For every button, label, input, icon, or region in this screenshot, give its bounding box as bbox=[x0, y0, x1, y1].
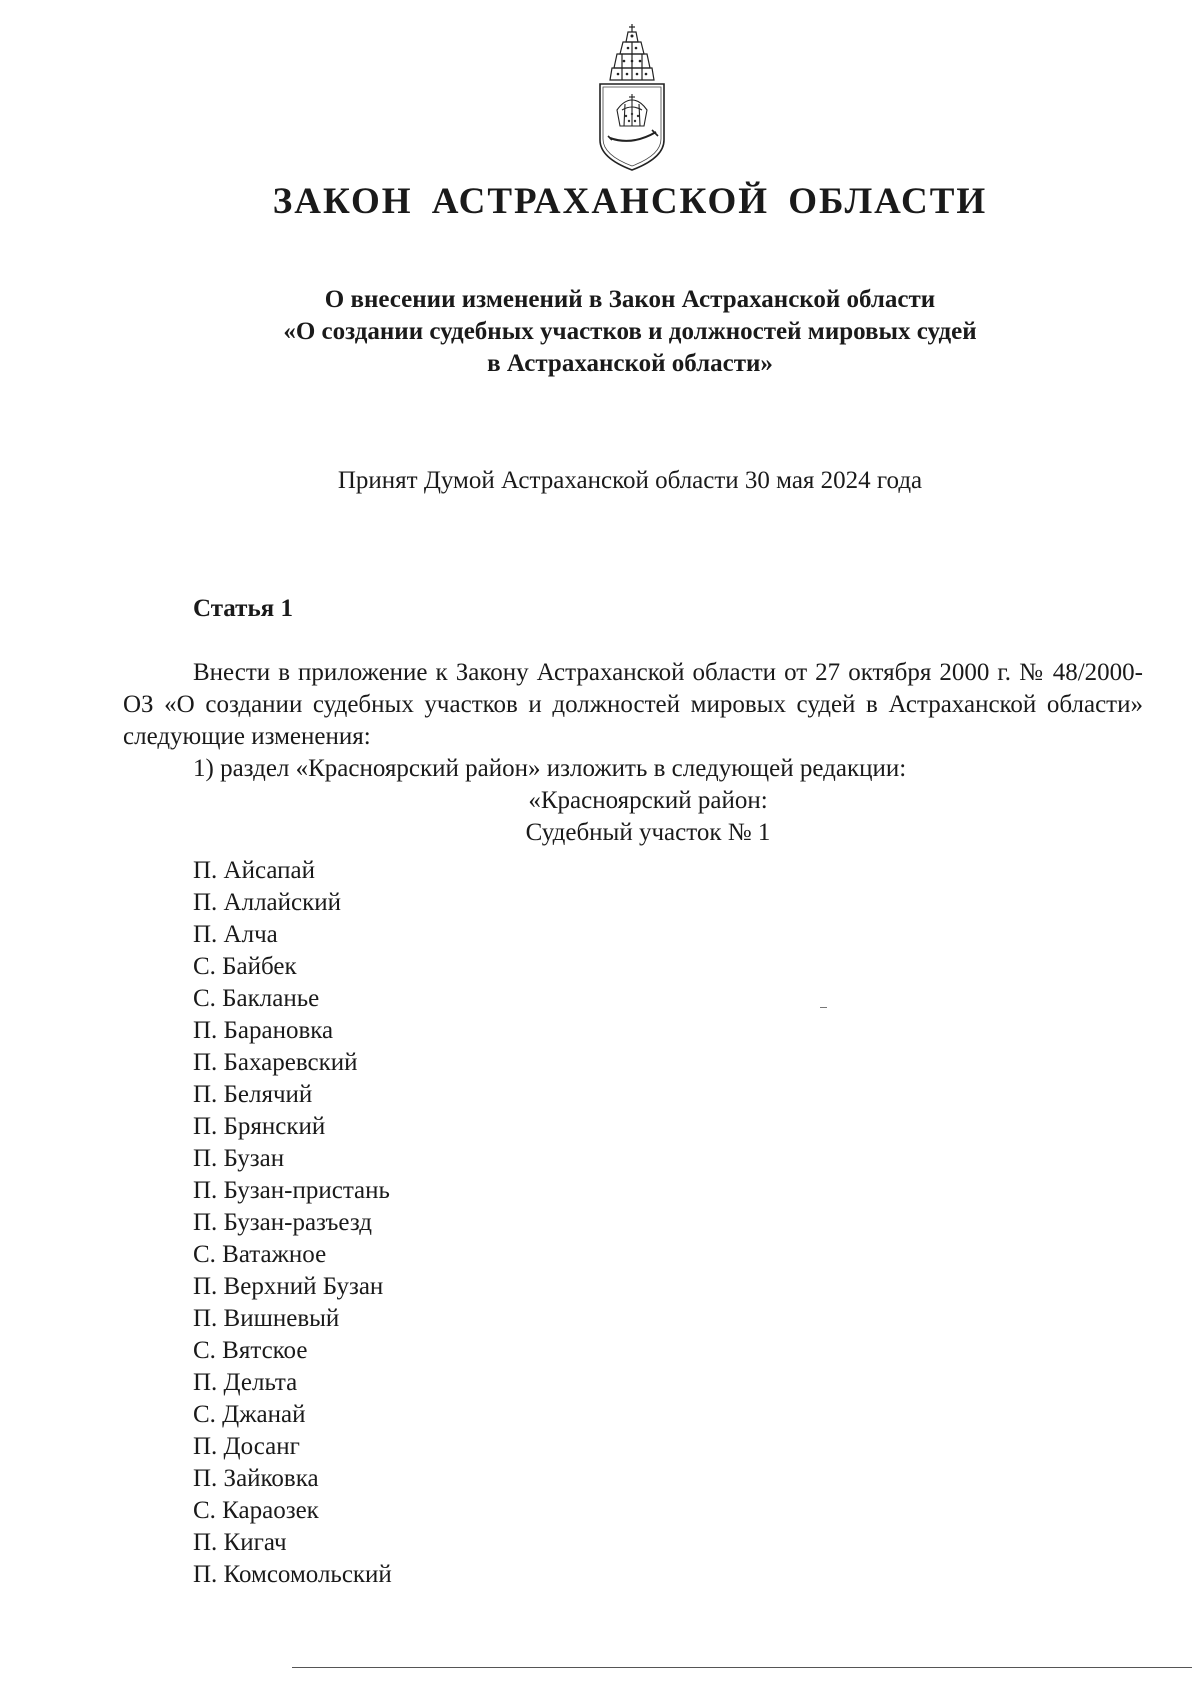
list-item: С. Ватажное bbox=[193, 1241, 327, 1268]
list-item: П. Белячий bbox=[193, 1081, 313, 1108]
list-item: С. Байбек bbox=[193, 953, 297, 980]
bottom-rule bbox=[292, 1667, 1192, 1668]
district-heading: «Красноярский район: bbox=[528, 787, 768, 814]
article-item: 1) раздел «Красноярский район» изложить в следующей редакции: bbox=[193, 755, 907, 782]
list-item: П. Бахаревский bbox=[193, 1049, 358, 1076]
list-item: П. Алча bbox=[193, 921, 278, 948]
list-item: П. Бузан-разъезд bbox=[193, 1209, 372, 1236]
list-item: П. Брянский bbox=[193, 1113, 326, 1140]
list-item: П. Вишневый bbox=[193, 1305, 340, 1332]
law-title: ЗАКОН АСТРАХАНСКОЙ ОБЛАСТИ bbox=[272, 181, 988, 222]
article-paragraph bbox=[123, 657, 1143, 753]
list-item: С. Караозек bbox=[193, 1497, 319, 1524]
list-item: П. Барановка bbox=[193, 1017, 334, 1044]
paragraph-line: № 48/2000-ОЗ «О создании судебных участков и должностей мировых судей bbox=[123, 659, 1144, 718]
list-item: П. Досанг bbox=[193, 1433, 300, 1460]
list-item: П. Айсапай bbox=[193, 857, 316, 884]
paragraph-line: Внести в приложение к Закону Астраханской области от 27 октября 2000 г. bbox=[193, 659, 1012, 686]
subtitle-line: О внесении изменений в Закон Астраханской области bbox=[324, 286, 936, 313]
list-item: П. Кигач bbox=[193, 1529, 287, 1556]
list-item: П. Верхний Бузан bbox=[193, 1273, 384, 1300]
list-item: П. Зайковка bbox=[193, 1465, 319, 1492]
scan-artifact bbox=[820, 1007, 827, 1008]
article-heading: Статья 1 bbox=[193, 595, 293, 622]
list-item: П. Бузан-пристань bbox=[193, 1177, 390, 1204]
subtitle-line: в Астраханской области» bbox=[487, 350, 773, 377]
law-subtitle bbox=[0, 284, 1200, 380]
precinct-heading: Судебный участок № 1 bbox=[525, 819, 771, 846]
list-item: П. Аллайский bbox=[193, 889, 342, 916]
article-body bbox=[123, 657, 1143, 849]
paragraph-line: в Астраханской области» следующие изменения: bbox=[123, 691, 1143, 750]
list-item: П. Дельта bbox=[193, 1369, 298, 1396]
subtitle-line: «О создании судебных участков и должностей мировых судей bbox=[283, 318, 977, 345]
coat-of-arms-icon bbox=[592, 22, 672, 174]
list-item: С. Бакланье bbox=[193, 985, 320, 1012]
adoption-date: Принят Думой Астраханской области 30 мая 2024 года bbox=[337, 467, 923, 494]
list-item: С. Джанай bbox=[193, 1401, 306, 1428]
list-item: П. Бузан bbox=[193, 1145, 285, 1172]
list-item: С. Вятское bbox=[193, 1337, 308, 1364]
list-item: П. Комсомольский bbox=[193, 1561, 392, 1588]
settlement-list bbox=[193, 855, 392, 1591]
